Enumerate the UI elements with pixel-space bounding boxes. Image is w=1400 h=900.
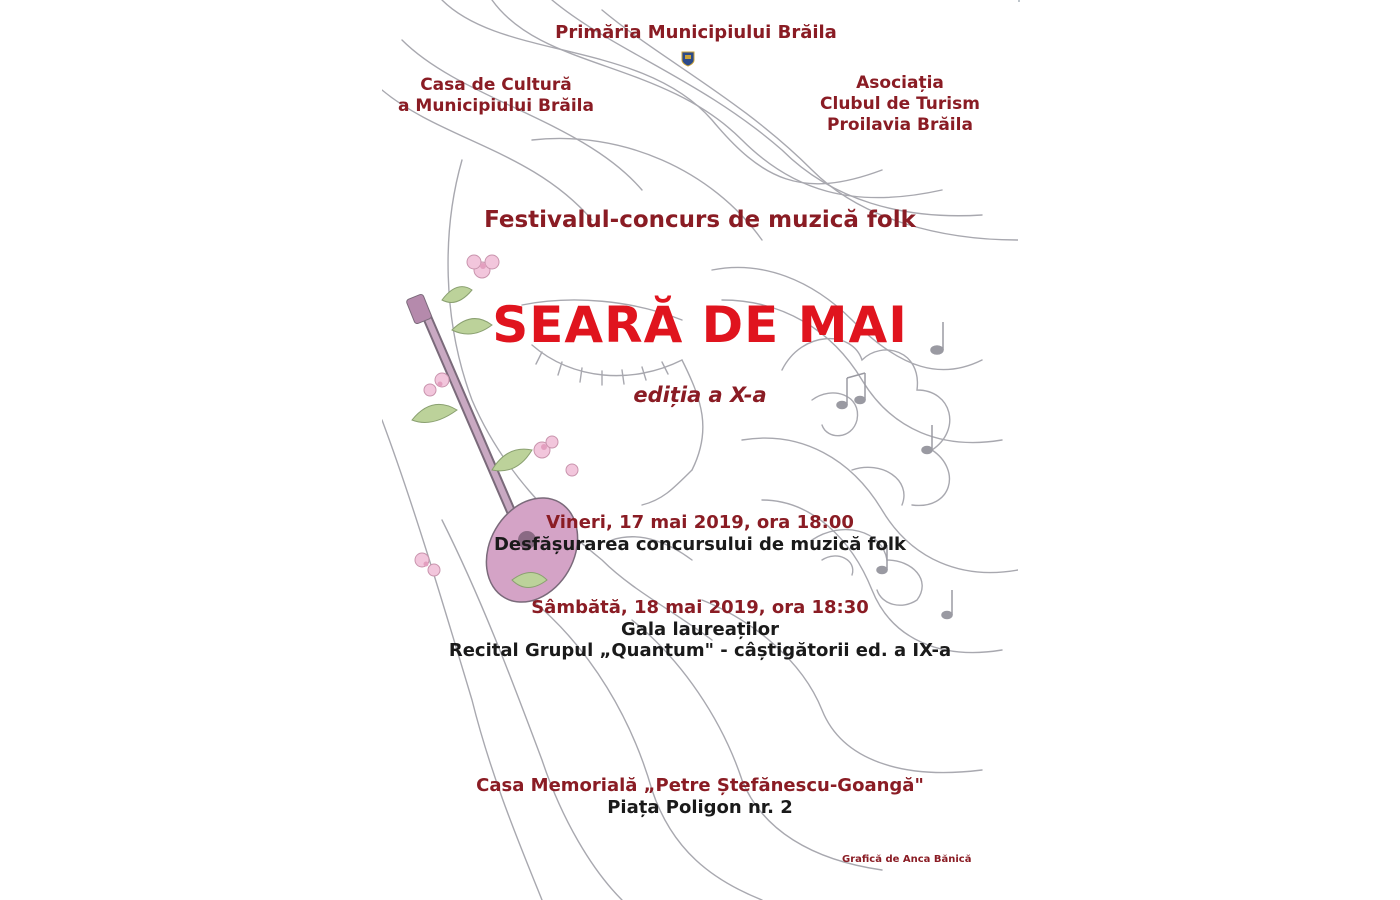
day2-date: Sâmbătă, 18 mai 2019, ora 18:30	[531, 597, 869, 618]
illustration-credit: Grafică de Anca Bănică	[842, 854, 972, 865]
venue-name: Casa Memorială „Petre Ștefănescu-Goangă"	[476, 775, 924, 796]
day2-description-recital: Recital Grupul „Quantum" - câștigătorii ed. a IX-a	[448, 640, 952, 661]
venue-address: Piața Poligon nr. 2	[607, 797, 793, 818]
poster	[382, 0, 1018, 900]
organizer-right-line2: Clubul de Turism	[820, 94, 980, 114]
poster-illustration	[382, 0, 1018, 900]
city-hall-heading: Primăria Municipiului Brăila	[555, 22, 837, 43]
coat-of-arms-icon	[681, 51, 695, 67]
day2-description-gala: Gala laureaților	[620, 619, 780, 640]
organizer-left-line1: Casa de Cultură	[420, 75, 572, 95]
festival-subtitle: Festivalul-concurs de muzică folk	[484, 207, 916, 233]
festival-edition: ediția a X-a	[633, 383, 767, 407]
festival-title: SEARĂ DE MAI	[492, 296, 908, 354]
day1-date: Vineri, 17 mai 2019, ora 18:00	[546, 512, 854, 533]
day1-description: Desfășurarea concursului de muzică folk	[493, 534, 907, 555]
organizer-right-line3: Proilavia Brăila	[827, 115, 973, 135]
organizer-left-line2: a Municipiului Brăila	[398, 96, 594, 116]
organizer-right-line1: Asociația	[856, 73, 944, 93]
